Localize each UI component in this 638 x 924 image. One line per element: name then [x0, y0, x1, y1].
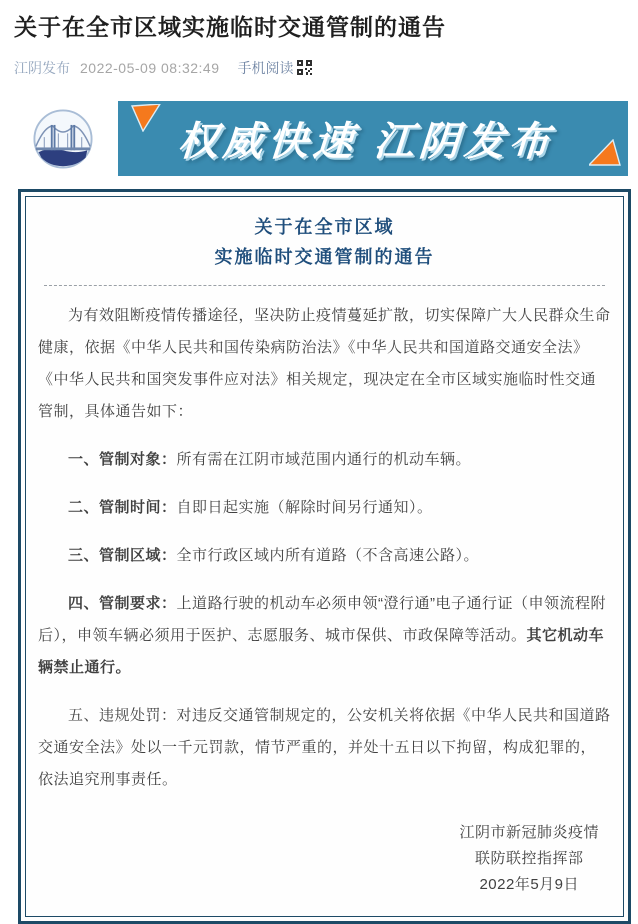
notice-title: [38, 212, 611, 272]
intro-paragraph: 为有效阻断疫情传播途径，坚决防止疫情蔓延扩散，切实保障广大人民群众生命健康，依据《中华人民共和国传染病防治法》《中华人民共和国道路交通安全法》《中华人民共和国突发事件应对法》相关规定，现决定在全市区域实施临时性交通管制，具体通告如下：: [38, 306, 611, 420]
clause-5-label: 五、违规处罚：: [68, 706, 177, 724]
clause-2-text: 自即日起实施（解除时间另行通知）。: [176, 498, 433, 516]
notice-body: [38, 300, 611, 898]
banner-image: [118, 101, 628, 176]
clause-3: [38, 540, 611, 572]
signature-org-line2: 联防联控指挥部: [474, 849, 584, 867]
mobile-read-button[interactable]: [238, 58, 312, 78]
clause-4: [38, 588, 611, 684]
orange-triangle-icon: [589, 139, 621, 171]
clause-1: [38, 444, 611, 476]
mobile-read-label: 手机阅读: [237, 59, 294, 76]
clause-5-text: 对违反交通管制规定的，公安机关将依据《中华人民共和国道路交通安全法》处以一千元罚款，情节严重的，并处十五日以下拘留，构成犯罪的，依法追究刑事责任。: [38, 706, 611, 788]
clause-4-label: 四、管制要求：: [68, 594, 177, 612]
banner-slogan: 权威快速 江阴发布: [176, 120, 556, 165]
publish-timestamp: 2022-05-09 08:32:49: [80, 59, 220, 76]
signature-org-line1: 江阴市新冠肺炎疫情: [459, 823, 599, 841]
notice-title-line1: 关于在全市区域: [254, 216, 395, 237]
clause-1-label: 一、管制对象：: [68, 450, 177, 468]
clause-2: [38, 492, 611, 524]
clause-4-text: 上道路行驶的机动车必须申领“澄行通”电子通行证（申领流程附后），申领车辆必须用于医护、志愿服务、城市保供、市政保障等活动。: [38, 594, 607, 644]
source-link[interactable]: 江阴发布: [14, 59, 70, 76]
signature-block: [38, 820, 611, 898]
signature-inner: [459, 820, 599, 898]
page-title: 关于在全市区域实施临时交通管制的通告: [14, 14, 446, 40]
meta-row: [14, 58, 624, 78]
signature-date: 2022年5月9日: [479, 875, 580, 893]
dashed-divider: [44, 285, 605, 286]
clause-3-text: 全市行政区域内所有道路（不含高速公路）。: [176, 546, 480, 564]
clause-2-label: 二、管制时间：: [68, 498, 177, 516]
clause-5: [38, 700, 611, 796]
qr-code-icon[interactable]: [297, 60, 312, 75]
banner-row: [33, 101, 638, 177]
clause-3-label: 三、管制区域：: [68, 546, 177, 564]
bridge-logo-icon: [33, 103, 93, 175]
notice-inner: [25, 196, 624, 917]
clause-4-emphasis: 其它机动车辆禁止通行。: [38, 626, 605, 676]
clause-1-text: 所有需在江阴市域范围内通行的机动车辆。: [176, 450, 472, 468]
notice-title-line2: 实施临时交通管制的通告: [214, 246, 435, 267]
orange-flag-icon: [131, 104, 161, 137]
